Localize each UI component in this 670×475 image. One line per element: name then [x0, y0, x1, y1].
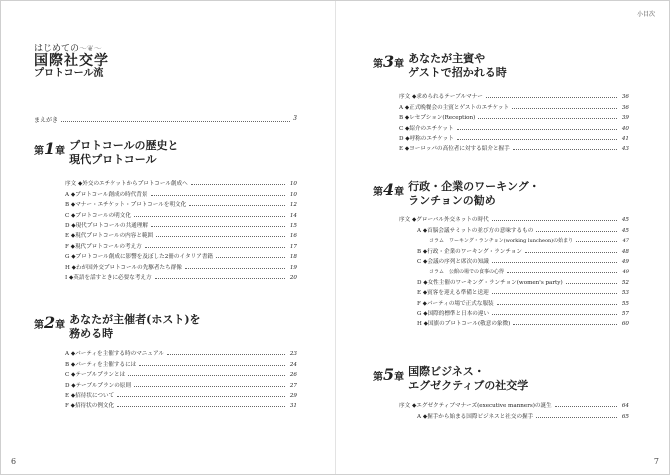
toc-entry-label: A ◆正式晩餐会の主賓とゲストのエチケット [399, 104, 510, 111]
dot-leader [457, 129, 617, 130]
toc-entry[interactable] [399, 265, 629, 275]
toc-entry-label: H ◆わが国外交プロトコールの先駆者たち群像 [65, 264, 182, 271]
dot-leader [156, 236, 285, 237]
dot-leader [536, 231, 617, 232]
toc-entry[interactable] [65, 229, 297, 239]
dot-leader [566, 283, 617, 284]
toc-entry-page: 55 [621, 300, 629, 307]
toc-entry-page: 53 [621, 290, 629, 297]
toc-entry[interactable] [399, 255, 629, 265]
toc-entry-label: 序文 ◆エグゼクティブマナーズ(executive manners)の誕生 [399, 403, 552, 410]
chapter-title: あなたが主賓や ゲストで招かれる時 [408, 52, 507, 79]
toc-entry-page: 49 [622, 269, 629, 276]
toc-entry[interactable] [399, 399, 629, 409]
dot-leader [61, 115, 290, 122]
toc-entry-label: D ◆現代プロトコールの共通理解 [65, 222, 148, 229]
toc-entry[interactable] [65, 250, 297, 260]
toc-entry-label: B ◆マナー・エチケット・プロトコールを明文化 [65, 202, 187, 209]
dot-leader [486, 97, 617, 98]
chapter-heading-1[interactable] [34, 139, 178, 167]
toc-entry-page: 64 [621, 403, 629, 410]
toc-entry-page: 19 [289, 264, 297, 271]
toc-entry[interactable] [65, 187, 297, 197]
toc-entry-page: 10 [289, 191, 297, 198]
toc-entry[interactable] [65, 208, 297, 218]
chapter-title: あなたが主催者(ホスト)を 務める時 [69, 313, 201, 340]
toc-entry-page: 36 [621, 94, 629, 101]
toc-entry-page: 20 [289, 274, 297, 281]
toc-entry-page: 45 [621, 217, 629, 224]
toc-entry[interactable] [399, 244, 629, 254]
toc-entry[interactable] [399, 223, 629, 233]
toc-entry[interactable] [399, 286, 629, 296]
dot-leader [536, 417, 617, 418]
toc-entry[interactable] [399, 409, 629, 419]
dot-leader [497, 304, 617, 305]
toc-entry-label: D ◆呼称のエチケット [399, 135, 454, 142]
toc-entry[interactable] [65, 177, 297, 187]
toc-entry-page: 65 [621, 413, 629, 420]
toc-entry[interactable] [399, 317, 629, 327]
dot-leader [492, 220, 617, 221]
toc-entry-page: 23 [289, 351, 297, 358]
chapter-heading-2[interactable] [34, 313, 201, 341]
toc-entry[interactable] [65, 239, 297, 249]
toc-entry[interactable] [65, 219, 297, 229]
toc-entry-label: C ◆会議の序列と席次の知識 [417, 258, 489, 265]
dot-leader [139, 365, 285, 366]
dot-leader [513, 324, 617, 325]
toc-entry[interactable] [65, 378, 297, 388]
book-title-line3: プロトコール流 [34, 68, 104, 80]
dot-leader [145, 247, 285, 248]
toc-entry-page: 29 [289, 392, 297, 399]
toc-entry-label: 序文 ◆求められるテーブルマナー [399, 94, 483, 101]
toc-entry-label: 序文 ◆外交のエチケットからプロトコール創成へ [65, 181, 188, 188]
toc-entry[interactable] [399, 234, 629, 244]
page-gutter [335, 1, 336, 474]
dot-leader [155, 278, 285, 279]
chapter-number: 第1章 [34, 139, 66, 158]
toc-entry-page: 52 [621, 279, 629, 286]
toc-entry-label: B ◆行政・企業のワーキング・ランチョン [417, 248, 522, 255]
toc-entry-label: F ◆招待状の例文化 [65, 403, 115, 410]
dot-leader [576, 241, 617, 242]
toc-entry-label: コラム 公館の場での食事の心得 [429, 269, 504, 276]
toc-entry-label: E ◆ヨーロッパの高位者に対する紹介と握手 [399, 146, 510, 153]
toc-entry-label: 序文 ◆グローバル外交ネットの時代 [399, 217, 489, 224]
page-number-left: 6 [11, 457, 17, 466]
toc-entry-page: 15 [289, 222, 297, 229]
chapter-title: プロトコールの歴史と 現代プロトコール [69, 139, 179, 166]
dot-leader [525, 252, 617, 253]
toc-entry-label: C ◆プロトコールの明文化 [65, 212, 131, 219]
toc-entry-label: G ◆プロトコール創成に影響を及ぼした2冊のイタリア書籍 [65, 254, 214, 261]
dot-leader [134, 216, 285, 217]
toc-entry-page: 24 [289, 361, 297, 368]
toc-entry-label: E ◆賓客を迎える準備と送迎 [417, 290, 489, 297]
dot-leader [128, 375, 285, 376]
dot-leader [134, 386, 285, 387]
dot-leader [189, 205, 285, 206]
dot-leader [151, 226, 285, 227]
toc-entry-label: C ◆テーブルプランとは [65, 372, 126, 379]
toc-entry[interactable] [65, 389, 297, 399]
toc-entry-label: コラム ワーキング・ランチョン(working luncheon)の始まり [429, 238, 574, 245]
toc-entry-page: 43 [621, 146, 629, 153]
dot-leader [185, 268, 285, 269]
book-title-line2: 国際社交学 [34, 53, 109, 70]
chapter-4-entries [399, 213, 629, 327]
dot-leader [151, 195, 285, 196]
toc-entry-page: 41 [621, 135, 629, 142]
toc-entry[interactable] [399, 296, 629, 306]
dot-leader [492, 262, 617, 263]
toc-entry-page: 36 [621, 104, 629, 111]
dot-leader [216, 257, 285, 258]
toc-entry-label: A ◆プロトコール創成の時代背景 [65, 191, 148, 198]
toc-entry-label: F ◆パーティの場で正式な服装 [417, 300, 494, 307]
chapter-heading-4[interactable] [373, 180, 540, 208]
toc-entry-page: 17 [289, 243, 297, 250]
toc-entry-page: 47 [622, 238, 629, 245]
toc-entry[interactable] [65, 260, 297, 270]
toc-entry-page: 39 [621, 115, 629, 122]
toc-entry[interactable] [399, 132, 629, 142]
toc-entry-label: F ◆現代プロトコールの考え方 [65, 243, 142, 250]
chapter-number: 第2章 [34, 313, 66, 332]
toc-entry-page: 26 [289, 372, 297, 379]
dot-leader [191, 184, 285, 185]
toc-entry-label: E ◆現代プロトコールの内容と範囲 [65, 233, 154, 240]
chapter-title: 国際ビジネス・ エグゼクティブの社交学 [408, 365, 529, 392]
running-header: 小目次 [636, 11, 655, 18]
chapter-2-entries [65, 347, 297, 409]
toc-entry-page: 57 [621, 310, 629, 317]
page-number-right: 7 [653, 457, 659, 466]
toc-entry[interactable] [65, 399, 297, 409]
toc-entry-page: 31 [289, 403, 297, 410]
chapter-title: 行政・企業のワーキング・ ランチョンの勧め [408, 180, 540, 207]
dot-leader [117, 406, 285, 407]
toc-entry[interactable] [399, 111, 629, 121]
dot-leader [457, 139, 617, 140]
toc-entry-label: C ◆紹介のエチケット [399, 125, 454, 132]
toc-entry-label: E ◆招待状について [65, 392, 115, 399]
toc-entry-page: 14 [289, 212, 297, 219]
toc-entry-label: D ◆テーブルプランの原則 [65, 382, 131, 389]
toc-entry-page: 12 [289, 202, 297, 209]
chapter-heading-5[interactable] [373, 365, 528, 393]
book-title-line1: はじめての [34, 44, 80, 54]
toc-entry[interactable] [65, 368, 297, 378]
foreword-label: まえがき [34, 117, 59, 124]
toc-entry[interactable] [65, 271, 297, 281]
dot-leader [507, 272, 617, 273]
toc-entry[interactable] [65, 357, 297, 367]
toc-entry[interactable] [65, 198, 297, 208]
chapter-heading-3[interactable] [373, 52, 507, 80]
toc-entry[interactable] [399, 100, 629, 110]
toc-entry-page: 16 [289, 233, 297, 240]
toc-entry[interactable] [399, 90, 629, 100]
toc-entry-page: 60 [621, 321, 629, 328]
toc-entry[interactable] [399, 142, 629, 152]
dot-leader [167, 354, 285, 355]
dot-leader [478, 118, 617, 119]
dot-leader [513, 149, 617, 150]
dot-leader [492, 293, 617, 294]
chapter-3-entries [399, 90, 629, 152]
foreword-page: 3 [293, 115, 297, 122]
toc-entry-page: 48 [621, 248, 629, 255]
dot-leader [492, 314, 617, 315]
ornament-icon: 〜❦〜 [79, 44, 102, 53]
toc-entry[interactable] [399, 275, 629, 285]
chapter-1-entries [65, 177, 297, 281]
chapter-number: 第4章 [373, 180, 405, 199]
dot-leader [512, 108, 617, 109]
toc-entry-page: 45 [621, 227, 629, 234]
chapter-number: 第3章 [373, 52, 405, 71]
toc-entry-label: A ◆握手から始まる国際ビジネスと社交の握手 [417, 413, 534, 420]
toc-entry-page: 40 [621, 125, 629, 132]
chapter-number: 第5章 [373, 365, 405, 384]
chapter-5-entries [399, 399, 629, 420]
dot-leader [117, 396, 285, 397]
toc-entry-label: B ◆レセプション(Reception) [399, 115, 476, 122]
toc-entry-label: G ◆国際的標準と日本の違い [417, 310, 490, 317]
toc-entry-page: 27 [289, 382, 297, 389]
toc-entry-page: 18 [289, 254, 297, 261]
toc-entry-label: D ◆女性主催のワーキング・ランチョン(women's party) [417, 279, 563, 286]
toc-entry[interactable] [399, 213, 629, 223]
toc-entry[interactable] [65, 347, 297, 357]
toc-entry[interactable] [399, 121, 629, 131]
toc-entry-label: A ◆首脳会議サミットの並び方の意味するもの [417, 227, 534, 234]
toc-entry-label: A ◆パーティを主催する時のマニュアル [65, 351, 164, 358]
toc-entry-label: B ◆パーティを主催するには [65, 361, 137, 368]
toc-entry-label: I ◆英語を話すときに必要な考え方 [65, 274, 152, 281]
dot-leader [555, 406, 617, 407]
foreword-entry[interactable] [34, 115, 297, 124]
toc-entry-page: 10 [289, 181, 297, 188]
toc-entry-label: H ◆国旗のプロトコール(敬意の象徴) [417, 321, 511, 328]
toc-entry-page: 49 [621, 258, 629, 265]
toc-entry[interactable] [399, 307, 629, 317]
